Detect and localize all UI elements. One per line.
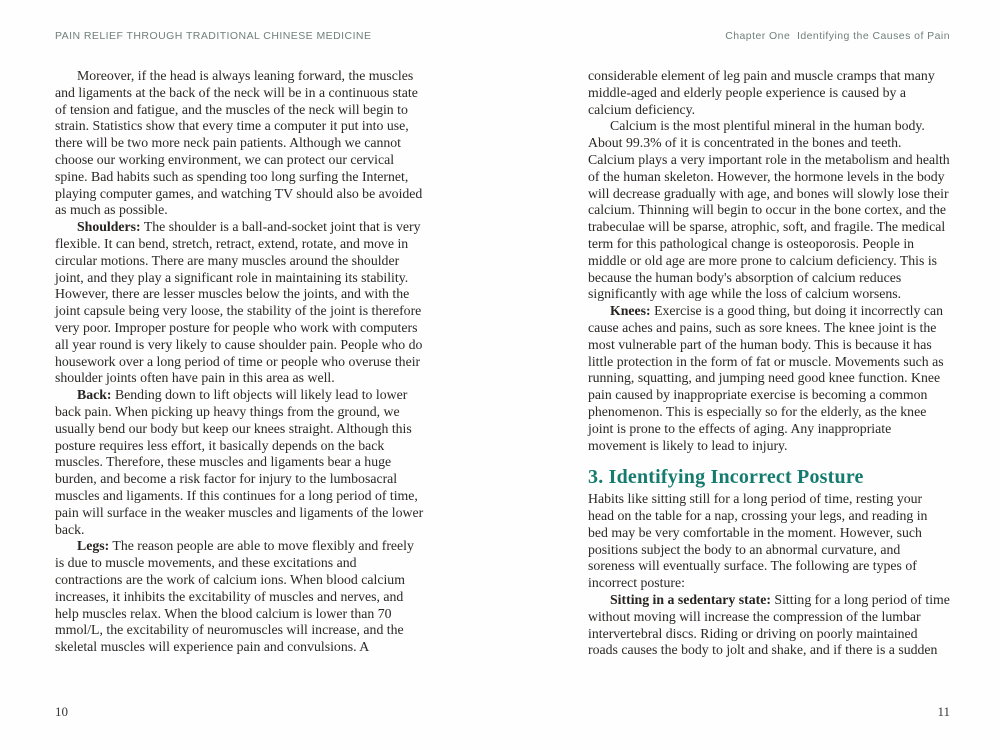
left-running-header: PAIN RELIEF THROUGH TRADITIONAL CHINESE MEDICINE: [55, 30, 372, 42]
left-page-number: 10: [55, 704, 68, 719]
paragraph: Sitting in a sedentary state: Sitting for a long period of time without moving will increase the compression of the lumbar intervertebral discs. Riding or driving on poorly maintained roads causes the body to jolt and shake, and if there is a sudden: [588, 591, 950, 658]
left-page-body: [55, 68, 425, 656]
right-page-number: 11: [937, 704, 950, 719]
right-page: [588, 30, 950, 659]
paragraph-lead: Back:: [77, 387, 112, 403]
left-page: [55, 30, 425, 656]
paragraph-lead: Shoulders:: [77, 219, 141, 235]
paragraph: considerable element of leg pain and muscle cramps that many middle-aged and elderly people experience is caused by a calcium deficiency.: [588, 68, 935, 117]
paragraph: Shoulders: The shoulder is a ball-and-socket joint that is very flexible. It can bend, stretch, retract, extend, rotate, and move in circular motions. There are many muscles around the shoulder joint, and they play a significant role in maintaining its stability. However, there are lesser muscles below the joints, and with the joint capsule being very loose, the stability of the joint is therefore very poor. Improper posture for people who work with computers all year round is very likely to cause shoulder pain. People who do housework over a long period of time or people who overuse their shoulder joints often have pain in this area as well.: [55, 219, 423, 386]
section-heading: 3. Identifying Incorrect Posture: [588, 466, 864, 489]
paragraph: Back: Bending down to lift objects will likely lead to lower back pain. When picking up heavy things from the ground, we usually bend our body but keep our knees straight. Although this posture requires less effort, it basically depends on the back muscles. Therefore, these muscles and ligaments bear a huge burden, and become a risk factor for injury to the lumbosacral muscles and ligaments. If this continues for a long period of time, pain will surface in the weaker muscles and ligaments of the lower back.: [55, 387, 424, 537]
paragraph-lead: Legs:: [77, 538, 110, 554]
paragraph: Moreover, if the head is always leaning forward, the muscles and ligaments at the back of the neck will be in a continuous state of tension and fatigue, and the muscles of the neck will begin to strain. Statistics show that every time a computer it put into use, there will be two more neck pain patients. Although we cannot choose our working environment, we can protect our cervical spine. Bad habits such as spending too long surfing the Internet, playing computer games, and watching TV should also be avoided as much as possible.: [55, 68, 423, 218]
paragraph: Legs: The reason people are able to move flexibly and freely is due to muscle movements, and these excitations and contractions are the work of calcium ions. When blood calcium increases, it inhibits the excitability of muscles and nerves, and help muscles relax. When the blood calcium is lower than 70 mmol/L, the excitability of neuromuscles will increase, and the skeletal muscles will experience pain and convulsions. A: [55, 538, 414, 655]
right-running-header: Chapter One Identifying the Causes of Pain: [725, 30, 950, 42]
paragraph: Knees: Exercise is a good thing, but doing it incorrectly can cause aches and pains, such as sore knees. The knee joint is the most vulnerable part of the human body. This is because it has little protection in the form of fat or muscle. Movements such as running, squatting, and jumping need good knee function. Knee pain caused by inappropriate exercise is becoming a common phenomenon. This is especially so for the elderly, as the knee joint is prone to the effects of aging. Any inappropriate movement is likely to lead to injury.: [588, 303, 944, 453]
paragraph: Calcium is the most plentiful mineral in the human body. About 99.3% of it is concentrated in the bones and teeth. Calcium plays a very important role in the metabolism and health of the human skeleton. However, the hormone levels in the body will decrease gradually with age, and bones will slowly lose their calcium. Thinning will begin to occur in the bone cortex, and the trabeculae will be sparse, atrophic, soft, and fragile. The medical term for this pathological change is osteoporosis. People in middle or old age are more prone to calcium deficiency. This is because the human body's absorption of calcium reduces significantly with age while the loss of calcium worsens.: [588, 118, 950, 302]
paragraph-lead: Knees:: [610, 303, 651, 319]
right-page-body: [588, 68, 950, 659]
paragraph: Habits like sitting still for a long period of time, resting your head on the table for a nap, crossing your legs, and reading in bed may be very comfortable in the moment. However, such positions subject the body to an abnormal curvature, and soreness will eventually surface. The following are types of incorrect posture:: [588, 491, 928, 591]
paragraph-lead: Sitting in a sedentary state:: [610, 591, 771, 607]
